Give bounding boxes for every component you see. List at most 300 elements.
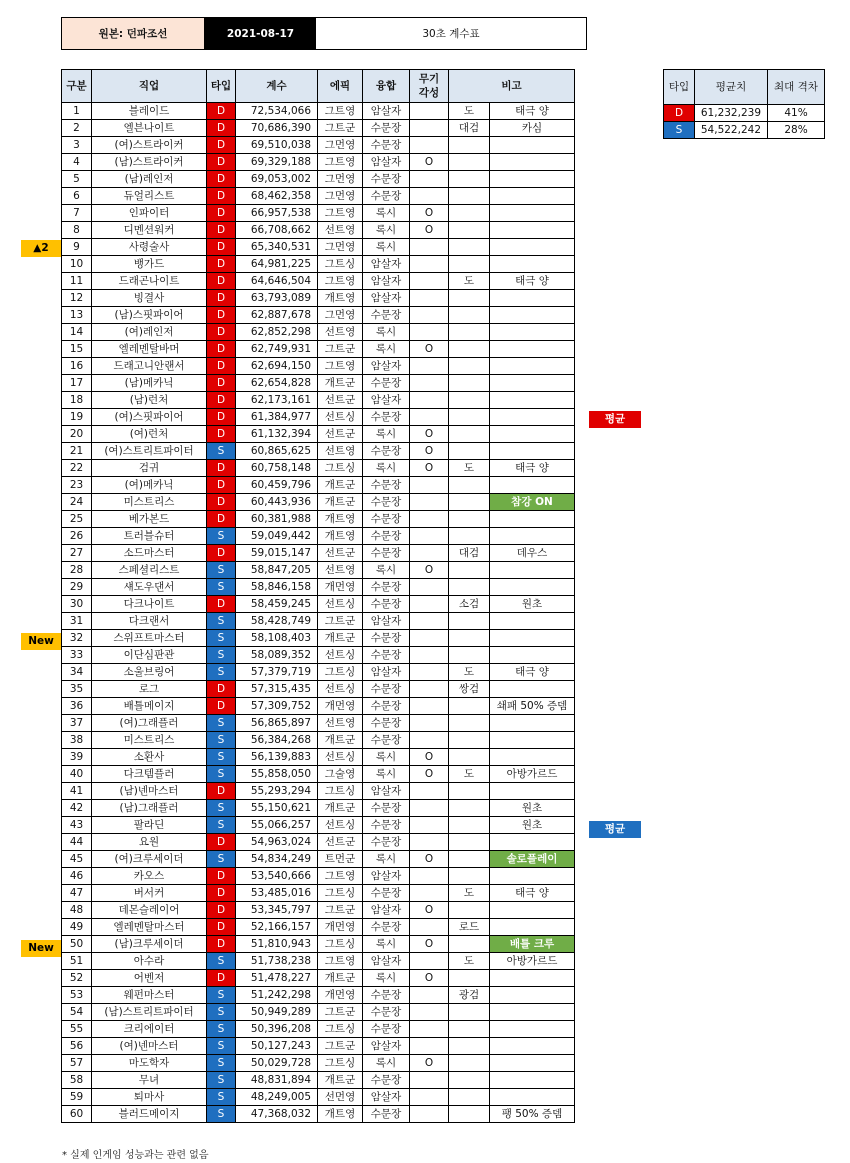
type-cell: D — [207, 324, 236, 341]
type-cell: S — [207, 800, 236, 817]
awakening-cell — [410, 664, 449, 681]
table-row — [62, 613, 575, 630]
type-cell: D — [207, 426, 236, 443]
type-cell: D — [207, 936, 236, 953]
class-cell: 퇴마사 — [92, 1089, 207, 1106]
rank-cell: 42 — [62, 800, 92, 817]
rank-cell: 49 — [62, 919, 92, 936]
table-body — [62, 103, 575, 1123]
epic-cell: 그트영 — [318, 205, 363, 222]
table-row — [62, 341, 575, 358]
coefficient-cell: 63,793,089 — [236, 290, 318, 307]
class-cell: 인파이터 — [92, 205, 207, 222]
type-cell: S — [207, 1072, 236, 1089]
awakening-cell: O — [410, 341, 449, 358]
coefficient-cell: 56,139,883 — [236, 749, 318, 766]
table-row — [62, 1106, 575, 1123]
coefficient-cell: 55,150,621 — [236, 800, 318, 817]
note-weapon-cell: 도 — [449, 953, 490, 970]
epic-cell: 개트영 — [318, 528, 363, 545]
type-cell: D — [207, 970, 236, 987]
rank-cell: 26 — [62, 528, 92, 545]
class-cell: 로그 — [92, 681, 207, 698]
type-cell: S — [207, 664, 236, 681]
coefficient-cell: 64,981,225 — [236, 256, 318, 273]
class-cell: 블러드메이지 — [92, 1106, 207, 1123]
epic-cell: 개트군 — [318, 494, 363, 511]
coefficient-cell: 62,887,678 — [236, 307, 318, 324]
type-cell: S — [207, 851, 236, 868]
type-cell: S — [207, 613, 236, 630]
fusion-cell: 암살자 — [363, 902, 410, 919]
table-row — [62, 528, 575, 545]
note-weapon-cell: 광검 — [449, 987, 490, 1004]
table-row — [62, 443, 575, 460]
epic-cell: 개먼영 — [318, 987, 363, 1004]
class-cell: 소울브링어 — [92, 664, 207, 681]
awakening-cell: O — [410, 766, 449, 783]
awakening-cell — [410, 783, 449, 800]
note-weapon-cell — [449, 868, 490, 885]
note-weapon-cell: 도 — [449, 885, 490, 902]
note-weapon-cell — [449, 290, 490, 307]
note-weapon-cell — [449, 698, 490, 715]
class-cell: 듀얼리스트 — [92, 188, 207, 205]
note-cell — [490, 409, 575, 426]
coefficient-cell: 60,459,796 — [236, 477, 318, 494]
rank-cell: 34 — [62, 664, 92, 681]
awakening-cell — [410, 1089, 449, 1106]
epic-cell: 그트군 — [318, 1004, 363, 1021]
epic-cell: 선트영 — [318, 443, 363, 460]
rank-cell: 30 — [62, 596, 92, 613]
note-cell — [490, 834, 575, 851]
note-cell — [490, 1055, 575, 1072]
type-cell: D — [207, 545, 236, 562]
awakening-cell: O — [410, 1055, 449, 1072]
awakening-cell — [410, 1072, 449, 1089]
fusion-cell: 수문장 — [363, 579, 410, 596]
table-row — [62, 307, 575, 324]
class-cell: 검귀 — [92, 460, 207, 477]
note-cell: 쇄패 50% 증뎀 — [490, 698, 575, 715]
summary-header-max-gap: 최대 격차 — [768, 70, 825, 105]
table-row — [62, 375, 575, 392]
epic-cell: 그트싱 — [318, 256, 363, 273]
class-cell: (여)스트라이커 — [92, 137, 207, 154]
table-row — [62, 885, 575, 902]
note-weapon-cell — [449, 1106, 490, 1123]
type-cell: S — [207, 732, 236, 749]
epic-cell: 그트군 — [318, 902, 363, 919]
table-row — [62, 1038, 575, 1055]
coefficient-cell: 48,831,894 — [236, 1072, 318, 1089]
awakening-cell — [410, 103, 449, 120]
note-weapon-cell — [449, 171, 490, 188]
average-marker-d: 평균 — [589, 411, 641, 428]
note-cell: 아방가르드 — [490, 953, 575, 970]
fusion-cell: 록시 — [363, 205, 410, 222]
note-weapon-cell — [449, 579, 490, 596]
summary-row-d — [664, 105, 825, 122]
note-cell — [490, 749, 575, 766]
note-cell — [490, 137, 575, 154]
summary-header-type: 타입 — [664, 70, 695, 105]
awakening-cell: O — [410, 851, 449, 868]
awakening-cell — [410, 579, 449, 596]
table-row — [62, 766, 575, 783]
awakening-cell — [410, 681, 449, 698]
summary-header-row — [664, 70, 825, 105]
rank-cell: 32 — [62, 630, 92, 647]
note-cell — [490, 256, 575, 273]
table-row — [62, 171, 575, 188]
type-cell: D — [207, 698, 236, 715]
note-cell: 카심 — [490, 120, 575, 137]
col-header-weapon-awakening: 무기 각성 — [410, 70, 449, 103]
class-cell: 소드마스터 — [92, 545, 207, 562]
fusion-cell: 록시 — [363, 460, 410, 477]
awakening-cell: O — [410, 154, 449, 171]
note-weapon-cell — [449, 647, 490, 664]
rank-cell: 40 — [62, 766, 92, 783]
note-weapon-cell: 도 — [449, 273, 490, 290]
type-cell: D — [207, 511, 236, 528]
type-cell: D — [207, 358, 236, 375]
class-cell: 카오스 — [92, 868, 207, 885]
type-cell: D — [207, 868, 236, 885]
fusion-cell: 수문장 — [363, 409, 410, 426]
table-row — [62, 664, 575, 681]
note-weapon-cell: 로드 — [449, 919, 490, 936]
awakening-cell — [410, 256, 449, 273]
rank-cell: 51 — [62, 953, 92, 970]
note-cell — [490, 783, 575, 800]
type-cell: S — [207, 1021, 236, 1038]
fusion-cell: 록시 — [363, 766, 410, 783]
note-weapon-cell: 대검 — [449, 120, 490, 137]
note-cell: 원초 — [490, 596, 575, 613]
note-cell — [490, 171, 575, 188]
type-cell: S — [207, 987, 236, 1004]
epic-cell: 그먼영 — [318, 307, 363, 324]
note-cell — [490, 562, 575, 579]
summary-gap-cell: 41% — [768, 105, 825, 122]
type-cell: S — [207, 715, 236, 732]
class-cell: (여)메카닉 — [92, 477, 207, 494]
average-marker-s: 평균 — [589, 821, 641, 838]
type-cell: D — [207, 392, 236, 409]
rank-cell: 54 — [62, 1004, 92, 1021]
class-cell: (남)스트리트파이터 — [92, 1004, 207, 1021]
type-cell: D — [207, 885, 236, 902]
rank-cell: 39 — [62, 749, 92, 766]
note-weapon-cell — [449, 443, 490, 460]
epic-cell: 개먼영 — [318, 579, 363, 596]
class-cell: (여)크루세이더 — [92, 851, 207, 868]
col-header-class: 직업 — [92, 70, 207, 103]
coefficient-cell: 50,396,208 — [236, 1021, 318, 1038]
note-weapon-cell — [449, 222, 490, 239]
awakening-cell — [410, 120, 449, 137]
type-cell: D — [207, 341, 236, 358]
class-cell: 마도학자 — [92, 1055, 207, 1072]
epic-cell: 그트싱 — [318, 1055, 363, 1072]
class-cell: 스페셜리스트 — [92, 562, 207, 579]
rank-cell: 48 — [62, 902, 92, 919]
class-cell: 블레이드 — [92, 103, 207, 120]
awakening-cell — [410, 324, 449, 341]
fusion-cell: 록시 — [363, 222, 410, 239]
note-cell — [490, 1072, 575, 1089]
awakening-cell — [410, 613, 449, 630]
table-row — [62, 324, 575, 341]
type-cell: D — [207, 307, 236, 324]
awakening-cell: O — [410, 902, 449, 919]
type-cell: D — [207, 460, 236, 477]
awakening-cell — [410, 1038, 449, 1055]
coefficient-cell: 61,384,977 — [236, 409, 318, 426]
coefficient-cell: 66,708,662 — [236, 222, 318, 239]
note-cell: 참강 ON — [490, 494, 575, 511]
coefficient-cell: 58,847,205 — [236, 562, 318, 579]
note-cell — [490, 477, 575, 494]
note-weapon-cell — [449, 970, 490, 987]
fusion-cell: 암살자 — [363, 392, 410, 409]
summary-average-cell: 54,522,242 — [695, 122, 768, 139]
table-row — [62, 817, 575, 834]
coefficient-cell: 64,646,504 — [236, 273, 318, 290]
epic-cell: 그트영 — [318, 273, 363, 290]
coefficient-cell: 65,340,531 — [236, 239, 318, 256]
coefficient-cell: 48,249,005 — [236, 1089, 318, 1106]
epic-cell: 그트군 — [318, 341, 363, 358]
class-cell: 드래고니안랜서 — [92, 358, 207, 375]
class-cell: (남)레인저 — [92, 171, 207, 188]
rank-cell: 11 — [62, 273, 92, 290]
coefficient-cell: 47,368,032 — [236, 1106, 318, 1123]
coefficient-cell: 57,379,719 — [236, 664, 318, 681]
fusion-cell: 록시 — [363, 970, 410, 987]
summary-table — [663, 69, 825, 139]
fusion-cell: 록시 — [363, 851, 410, 868]
class-cell: 엘레멘탈마스터 — [92, 919, 207, 936]
table-row — [62, 1072, 575, 1089]
table-row — [62, 545, 575, 562]
coefficient-cell: 51,810,943 — [236, 936, 318, 953]
note-cell — [490, 222, 575, 239]
class-cell: 스위프트마스터 — [92, 630, 207, 647]
awakening-cell: O — [410, 562, 449, 579]
note-cell — [490, 970, 575, 987]
table-row — [62, 392, 575, 409]
new-badge: New — [21, 940, 61, 957]
fusion-cell: 암살자 — [363, 154, 410, 171]
class-cell: (남)스핏파이어 — [92, 307, 207, 324]
rank-cell: 58 — [62, 1072, 92, 1089]
table-row — [62, 494, 575, 511]
note-cell — [490, 341, 575, 358]
note-weapon-cell — [449, 834, 490, 851]
table-row — [62, 715, 575, 732]
summary-row-s — [664, 122, 825, 139]
type-cell: S — [207, 1038, 236, 1055]
rank-change-badge: ▲2 — [21, 240, 61, 257]
coefficient-cell: 62,654,828 — [236, 375, 318, 392]
awakening-cell — [410, 290, 449, 307]
rank-cell: 56 — [62, 1038, 92, 1055]
class-cell: 이단심판관 — [92, 647, 207, 664]
type-cell: D — [207, 919, 236, 936]
epic-cell: 선트군 — [318, 834, 363, 851]
note-cell — [490, 1021, 575, 1038]
coefficient-cell: 54,834,249 — [236, 851, 318, 868]
awakening-cell — [410, 477, 449, 494]
note-cell — [490, 1089, 575, 1106]
epic-cell: 그먼영 — [318, 137, 363, 154]
class-cell: 베가본드 — [92, 511, 207, 528]
note-cell: 태극 양 — [490, 103, 575, 120]
note-weapon-cell — [449, 732, 490, 749]
awakening-cell — [410, 528, 449, 545]
epic-cell: 선트싱 — [318, 681, 363, 698]
class-cell: 드래곤나이트 — [92, 273, 207, 290]
header-bar — [61, 17, 587, 50]
summary-type-cell: D — [664, 105, 695, 122]
epic-cell: 그트싱 — [318, 885, 363, 902]
class-cell: 요원 — [92, 834, 207, 851]
coefficient-cell: 62,852,298 — [236, 324, 318, 341]
epic-cell: 그트싱 — [318, 1021, 363, 1038]
coefficient-cell: 58,428,749 — [236, 613, 318, 630]
note-weapon-cell — [449, 392, 490, 409]
type-cell: S — [207, 630, 236, 647]
awakening-cell — [410, 868, 449, 885]
epic-cell: 개먼영 — [318, 919, 363, 936]
type-cell: D — [207, 783, 236, 800]
fusion-cell: 수문장 — [363, 188, 410, 205]
note-weapon-cell: 쌍검 — [449, 681, 490, 698]
note-cell — [490, 919, 575, 936]
table-row — [62, 1004, 575, 1021]
table-row — [62, 596, 575, 613]
awakening-cell — [410, 630, 449, 647]
class-cell: (여)레인저 — [92, 324, 207, 341]
coefficient-cell: 69,053,002 — [236, 171, 318, 188]
class-cell: 섀도우댄서 — [92, 579, 207, 596]
awakening-cell — [410, 885, 449, 902]
note-weapon-cell: 도 — [449, 103, 490, 120]
class-cell: 팔라딘 — [92, 817, 207, 834]
summary-gap-cell: 28% — [768, 122, 825, 139]
table-row — [62, 868, 575, 885]
epic-cell: 개트군 — [318, 800, 363, 817]
note-cell: 태극 양 — [490, 664, 575, 681]
type-cell: S — [207, 749, 236, 766]
class-cell: 무녀 — [92, 1072, 207, 1089]
rank-cell: 52 — [62, 970, 92, 987]
fusion-cell: 수문장 — [363, 885, 410, 902]
fusion-cell: 암살자 — [363, 613, 410, 630]
fusion-cell: 암살자 — [363, 273, 410, 290]
note-weapon-cell — [449, 426, 490, 443]
coefficient-cell: 55,293,294 — [236, 783, 318, 800]
awakening-cell — [410, 800, 449, 817]
table-row — [62, 732, 575, 749]
table-header-row — [62, 70, 575, 103]
note-cell: 원초 — [490, 800, 575, 817]
epic-cell: 그트싱 — [318, 783, 363, 800]
rank-cell: 53 — [62, 987, 92, 1004]
table-row — [62, 783, 575, 800]
epic-cell: 선트군 — [318, 545, 363, 562]
note-weapon-cell — [449, 562, 490, 579]
new-badge: New — [21, 633, 61, 650]
table-row — [62, 970, 575, 987]
table-row — [62, 630, 575, 647]
type-cell: S — [207, 1004, 236, 1021]
coefficient-cell: 50,127,243 — [236, 1038, 318, 1055]
epic-cell: 그트싱 — [318, 664, 363, 681]
fusion-cell: 수문장 — [363, 494, 410, 511]
note-cell — [490, 1004, 575, 1021]
rank-cell: 20 — [62, 426, 92, 443]
fusion-cell: 수문장 — [363, 732, 410, 749]
table-row — [62, 681, 575, 698]
coefficient-cell: 60,758,148 — [236, 460, 318, 477]
table-row — [62, 800, 575, 817]
coefficient-cell: 60,381,988 — [236, 511, 318, 528]
table-row — [62, 273, 575, 290]
awakening-cell — [410, 239, 449, 256]
coefficient-cell: 54,963,024 — [236, 834, 318, 851]
table-row — [62, 154, 575, 171]
coefficient-cell: 51,478,227 — [236, 970, 318, 987]
note-weapon-cell — [449, 409, 490, 426]
fusion-cell: 수문장 — [363, 307, 410, 324]
col-header-notes: 비고 — [449, 70, 575, 103]
note-weapon-cell — [449, 1038, 490, 1055]
note-cell — [490, 868, 575, 885]
coefficient-cell: 53,485,016 — [236, 885, 318, 902]
epic-cell: 선트싱 — [318, 596, 363, 613]
note-weapon-cell — [449, 477, 490, 494]
note-cell: 아방가르드 — [490, 766, 575, 783]
awakening-cell — [410, 307, 449, 324]
coefficient-cell: 58,459,245 — [236, 596, 318, 613]
fusion-cell: 수문장 — [363, 800, 410, 817]
note-weapon-cell — [449, 239, 490, 256]
fusion-cell: 암살자 — [363, 868, 410, 885]
class-cell: (여)스트리트파이터 — [92, 443, 207, 460]
summary-type-cell: S — [664, 122, 695, 139]
note-cell — [490, 205, 575, 222]
note-weapon-cell — [449, 1072, 490, 1089]
fusion-cell: 수문장 — [363, 120, 410, 137]
epic-cell: 개트군 — [318, 375, 363, 392]
note-cell — [490, 987, 575, 1004]
fusion-cell: 수문장 — [363, 647, 410, 664]
epic-cell: 선트영 — [318, 222, 363, 239]
type-cell: S — [207, 1089, 236, 1106]
class-cell: (여)넨마스터 — [92, 1038, 207, 1055]
table-row — [62, 205, 575, 222]
table-row — [62, 579, 575, 596]
note-weapon-cell — [449, 1021, 490, 1038]
epic-cell: 그트영 — [318, 358, 363, 375]
table-row — [62, 936, 575, 953]
note-cell — [490, 188, 575, 205]
